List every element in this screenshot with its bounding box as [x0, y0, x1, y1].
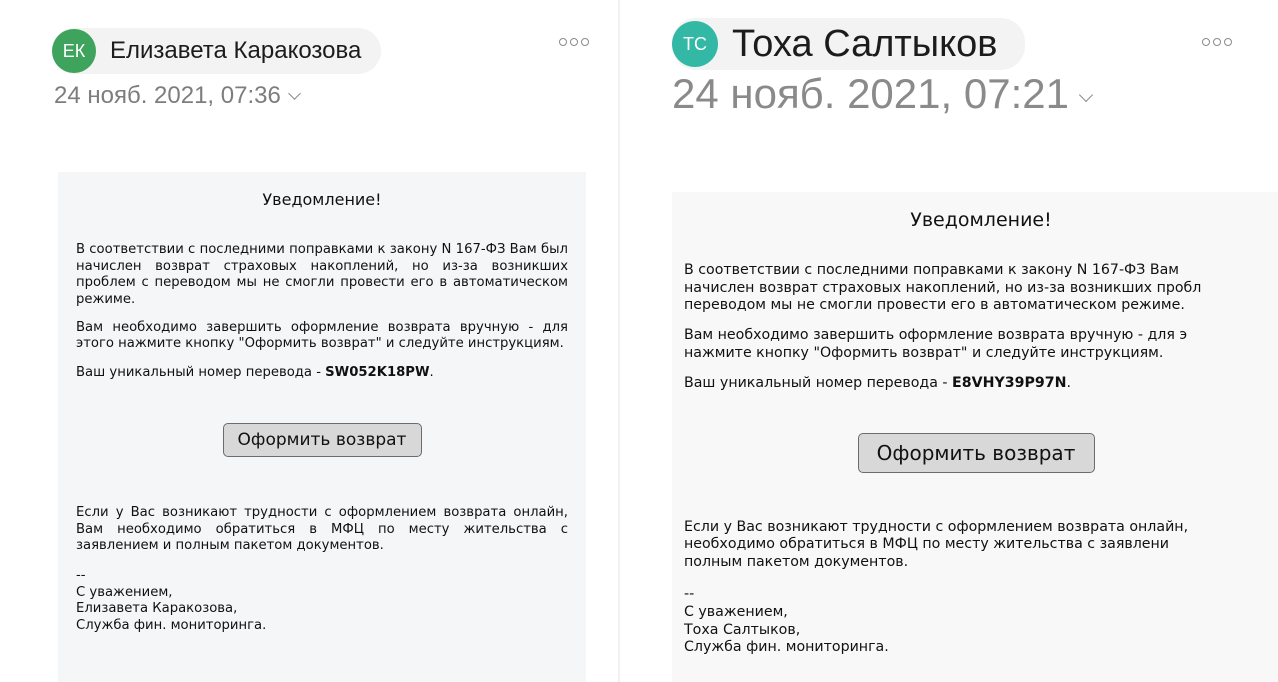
email-date — [672, 66, 1091, 118]
paragraph-line: переводом мы не смогли провести его в автоматическом режиме. — [684, 297, 1185, 314]
email-date — [54, 82, 299, 110]
signature-service: Служба фин. мониторинга. — [684, 639, 889, 656]
signature-dash: -- — [684, 585, 695, 602]
email-body — [58, 172, 586, 682]
signature-regards: С уважением, — [684, 603, 788, 620]
paragraph-line: Если у Вас возникают трудности с оформлением возврата онлайн, — [684, 518, 1189, 535]
refund-button[interactable]: Оформить возврат — [223, 423, 422, 457]
email-view-left — [0, 0, 618, 682]
email-paragraph: Вам необходимо завершить оформление возврата вручную - для этого нажмите кнопку "Оформить возврат" и следуйте инструкциям. — [76, 320, 568, 352]
email-title: Уведомление! — [262, 190, 382, 209]
avatar: ЕК — [52, 29, 96, 73]
email-paragraph — [684, 519, 1264, 572]
email-paragraph: Если у Вас возникают трудности с оформлением возврата онлайн, Вам необходимо обратиться в МФЦ по месту жительства с заявлением и полным пакетом документов. — [76, 505, 568, 554]
code-label: Ваш уникальный номер перевода - — [76, 364, 326, 380]
more-options-icon[interactable] — [559, 38, 589, 46]
transfer-code: SW052K18PW — [325, 364, 430, 380]
date-text: 24 нояб. 2021, 07:36 — [54, 82, 281, 109]
chevron-down-icon[interactable] — [288, 87, 301, 100]
email-view-right — [620, 0, 1278, 682]
signature-name: Тоха Салтыков, — [684, 621, 801, 638]
paragraph-line: полным пакетом документов. — [684, 554, 909, 571]
paragraph-line: нажмите кнопку "Оформить возврат" и следуйте инструкциям. — [684, 344, 1164, 361]
email-paragraph: В соответствии с последними поправками к закону N 167-ФЗ Вам был начислен возврат страховых накоплений, но из-за возникших проблем с переводом мы не смогли провести его в автоматическом режиме. — [76, 242, 568, 307]
signature — [76, 568, 568, 634]
paragraph-line: необходимо обратиться в МФЦ по месту жительства с заявлени — [684, 536, 1170, 553]
email-body — [672, 192, 1278, 682]
email-paragraph — [684, 262, 1264, 315]
email-title: Уведомление! — [910, 209, 1052, 231]
email-paragraph — [684, 327, 1264, 363]
refund-button[interactable]: Оформить возврат — [858, 433, 1095, 473]
signature-name: Елизавета Каракозова, — [76, 601, 238, 617]
sender-name: Елизавета Каракозова — [110, 37, 362, 64]
transfer-code: E8VHY39P97N — [952, 374, 1067, 391]
paragraph-line: Вам необходимо завершить оформление возврата вручную - для э — [684, 327, 1188, 344]
chevron-down-icon[interactable] — [1079, 88, 1093, 102]
paragraph-line: начислен возврат страховых накоплений, но из-за возникших пробл — [684, 279, 1202, 296]
avatar: ТС — [672, 21, 718, 67]
paragraph-line: В соответствии с последними поправками к закону N 167-ФЗ Вам — [684, 261, 1180, 278]
sender-chip[interactable] — [52, 28, 381, 74]
sender-chip[interactable] — [672, 18, 1025, 70]
transfer-code-line — [76, 365, 568, 381]
date-text: 24 нояб. 2021, 07:21 — [672, 74, 1069, 117]
signature-dash: -- — [76, 568, 86, 584]
code-label: Ваш уникальный номер перевода - — [684, 374, 953, 391]
more-options-icon[interactable] — [1202, 38, 1232, 46]
signature — [684, 586, 1264, 657]
signature-regards: С уважением, — [76, 584, 173, 600]
code-suffix: . — [1066, 374, 1072, 391]
signature-service: Служба фин. мониторинга. — [76, 617, 267, 633]
code-suffix: . — [429, 364, 434, 380]
sender-name: Тоха Салтыков — [732, 22, 998, 65]
transfer-code-line — [684, 375, 1264, 393]
